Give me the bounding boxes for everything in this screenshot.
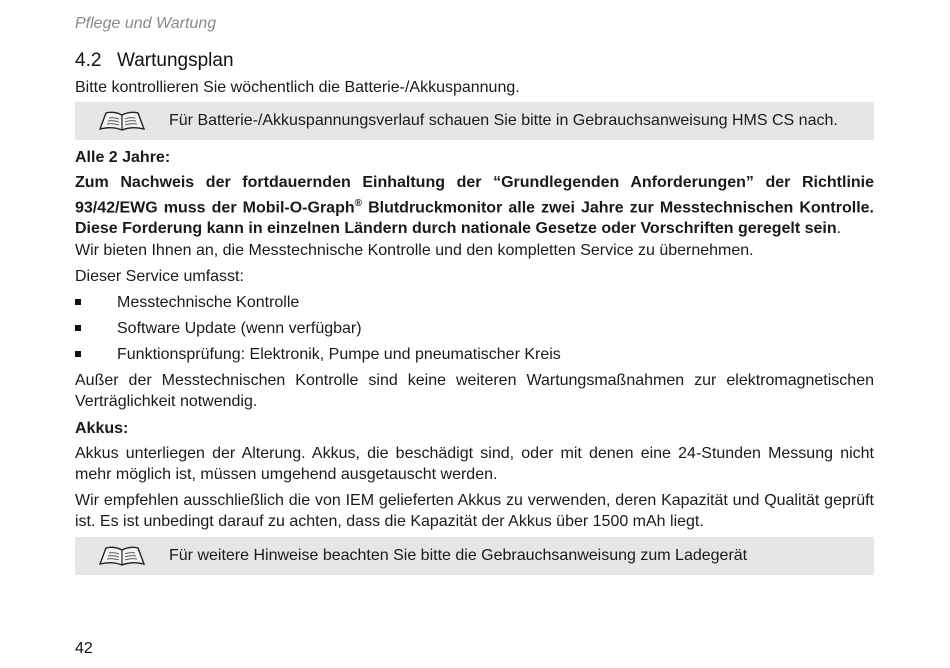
section-title: Wartungsplan [117, 50, 234, 71]
intro-text: Bitte kontrollieren Sie wöchentlich die Batterie-/Akkuspannung. [75, 79, 520, 96]
registered-mark: ® [354, 198, 362, 209]
bullet-marker [75, 299, 81, 305]
bullet-marker [75, 325, 81, 331]
two-years-requirement [75, 172, 874, 239]
running-header: Pflege und Wartung [75, 15, 217, 32]
requirement-text-2: Blutdruckmonitor alle zwei Jahre zur Messtechnischen Kontrolle. Diese Forderung kann in einzelnen Ländern durch nationale Gesetze oder Vorschriften geregelt sein [75, 199, 874, 238]
bullet-marker [75, 351, 81, 357]
note-box-2 [75, 537, 874, 575]
service-offer-text: Wir bieten Ihnen an, die Messtechnische Kontrolle und den kompletten Service zu übernehmen. [75, 242, 754, 259]
two-years-title: Alle 2 Jahre: [75, 149, 171, 166]
emc-note-text: Außer der Messtechnischen Kontrolle sind keine weiteren Wartungsmaßnahmen zur elektromagnetischen Verträglichkeit notwendig. [75, 372, 874, 410]
book-icon [75, 545, 169, 567]
list-item-label: Messtechnische Kontrolle [117, 294, 300, 311]
note-box-1 [75, 102, 874, 140]
batteries-title: Akkus: [75, 420, 129, 437]
batteries-recommend-text: Wir empfehlen ausschließlich die von IEM gelieferten Akkus zu verwenden, deren Kapazität und Qualität geprüft ist. Es ist unbedingt darauf zu achten, dass die Kapazität der Akkus über 1500 mAh liegt. [75, 492, 874, 530]
batteries-aging-text: Akkus unterliegen der Alterung. Akkus, die beschädigt sind, oder mit denen eine 24-Stunden Messung nicht mehr möglich ist, müssen umgehend ausgetauscht werden. [75, 445, 874, 483]
list-item-label: Software Update (wenn verfügbar) [117, 320, 362, 337]
requirement-period: . [836, 220, 842, 238]
list-item-label: Funktionsprüfung: Elektronik, Pumpe und pneumatischer Kreis [117, 346, 561, 363]
note-2-text: Für weitere Hinweise beachten Sie bitte die Gebrauchsanweisung zum Ladegerät [169, 547, 748, 564]
note-1-text: Für Batterie-/Akkuspannungsverlauf schauen Sie bitte in Gebrauchsanweisung HMS CS nach. [169, 112, 838, 129]
service-includes-text: Dieser Service umfasst: [75, 268, 244, 285]
book-icon [75, 110, 169, 132]
section-number: 4.2 [75, 50, 102, 71]
page-number: 42 [75, 640, 93, 657]
requirement-text-1: Zum Nachweis der fortdauernden Einhaltung der “Grundlegenden Anforderungen” der Richtlinie 93/42/EWG muss der Mobil-O-Graph [75, 174, 874, 217]
section-heading [75, 50, 234, 72]
